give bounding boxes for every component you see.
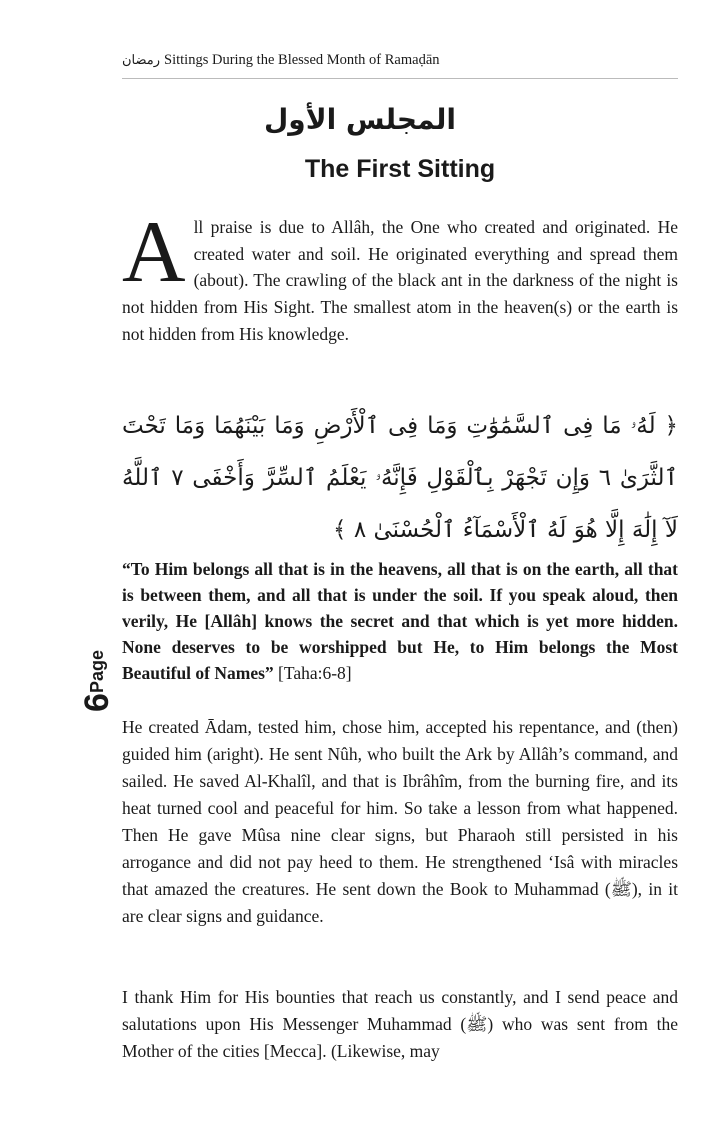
page-label: Page [87, 650, 107, 694]
body-paragraph: He created Ādam, tested him, chose him, accepted his repentance, and (then) guided him (aright). He sent Nûh, who built the Ark by Allâh’s command, and sailed. He saved Al-Khalîl, and that is Ibrâhîm, from the burning fire, and its heat turned cool and peaceful for him. So take a lesson from what happened. Then He gave Mûsa nine clear signs, but Pharaoh still persisted in his arrogance and did not pay heed to them. He strengthened ‘Isâ with miracles that amazed the creatures. He sent down the Book to Muhammad (ﷺ), in it are clear signs and guidance. [122, 717, 678, 926]
verse-translation [122, 556, 678, 686]
chapter-title: The First Sitting [304, 155, 496, 183]
verse-reference: [Taha:6-8] [278, 663, 352, 683]
body-paragraph: I thank Him for His bounties that reach us constantly, and I send peace and salutations upon His Messenger Muhammad (ﷺ) who was sent from the Mother of the cities [Mecca]. (Likewise, may [122, 987, 678, 1061]
translation-text: “To Him belongs all that is in the heavens, all that is on the earth, all that is between them, and all that is under the soil. If you speak aloud, then verily, He [Allâh] knows the secret and that which is yet more hidden. None deserves to be worshipped but He, to Him belongs the Most Beautiful of Names” [122, 559, 678, 683]
running-header [122, 51, 542, 69]
chapter-title-arabic: المجلس الأول [264, 103, 456, 136]
page-number: 6 [78, 693, 116, 712]
header-divider [122, 78, 678, 79]
quran-verse-arabic: ﴿ لَهُۥ مَا فِى ٱلسَّمَٰوَٰتِ وَمَا فِى ٱلْأَرْضِ وَمَا بَيْنَهُمَا وَمَا تَحْتَ ٱلثَّرَىٰ ٦ وَإِن تَجْهَرْ بِٱلْقَوْلِ فَإِنَّهُۥ يَعْلَمُ ٱلسِّرَّ وَأَخْفَى ٧ ٱللَّهُ لَآ إِلَٰهَ إِلَّا هُوَ لَهُ ٱلْأَسْمَآءُ ٱلْحُسْنَىٰ ٨ ﴾ [122, 413, 678, 543]
drop-cap: A [122, 204, 186, 301]
header-arabic-word: رمضان [122, 52, 161, 67]
opening-paragraph [122, 204, 678, 348]
header-title: Sittings During the Blessed Month of Ramaḍān [164, 52, 440, 68]
page-marker [30, 650, 116, 830]
opening-text: ll praise is due to Allâh, the One who created and originated. He created water and soil. He originated everything and spread them (about). The crawling of the black ant in the darkness of the night is not hidden from His Sight. The smallest atom in the heaven(s) or the earth is not hidden from His knowledge. [122, 217, 678, 344]
